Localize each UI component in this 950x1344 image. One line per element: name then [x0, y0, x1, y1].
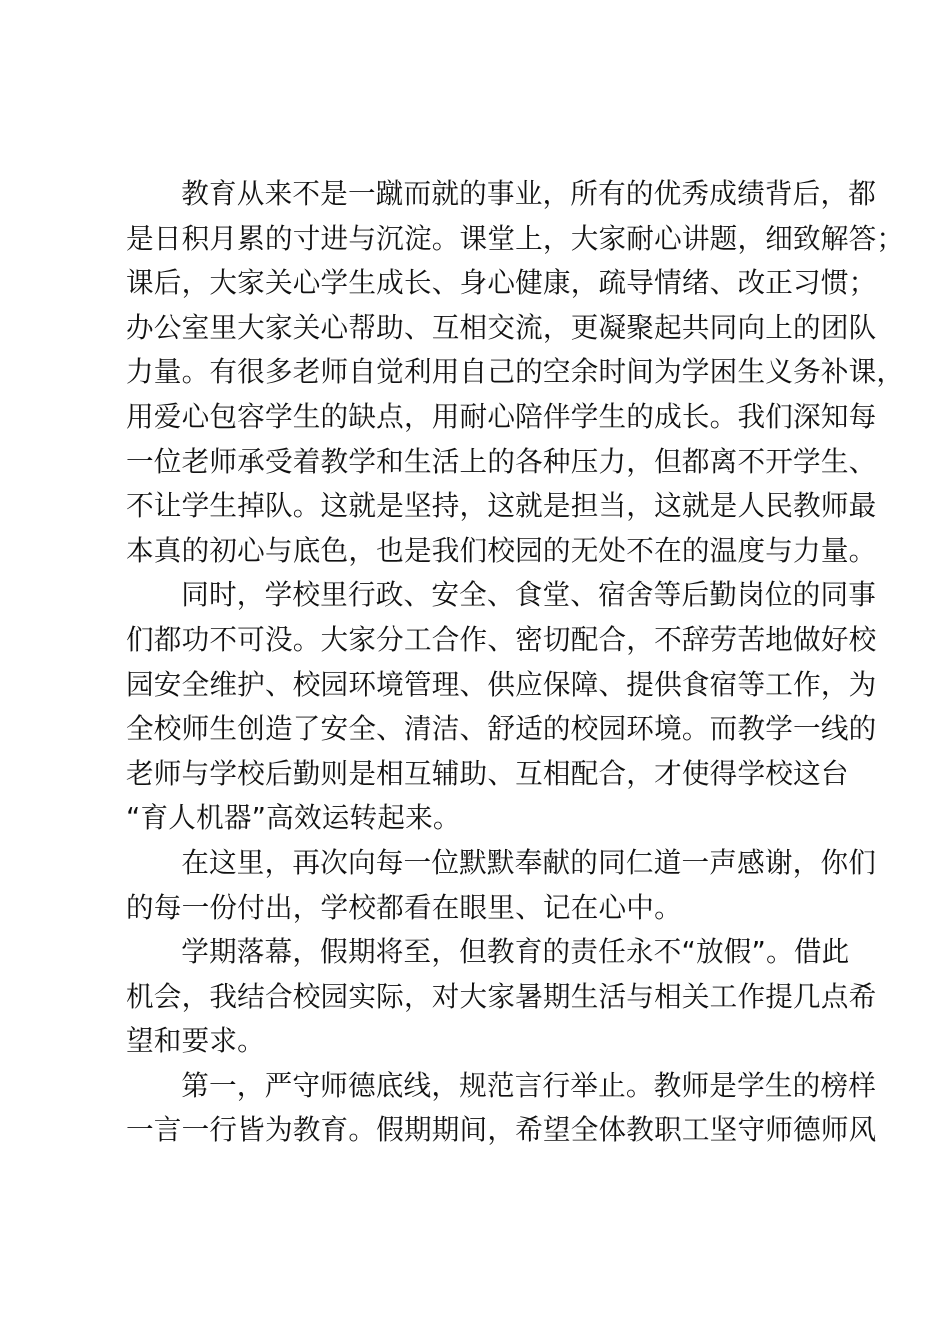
text-line: 老师与学校后勤则是相互辅助、互相配合，才使得学校这台 [126, 756, 849, 790]
text-line: 是日积月累的寸进与沉淀。课堂上，大家耐心讲题，细致解答； [126, 221, 905, 255]
text-line: 课后，大家关心学生成长、身心健康，疏导情绪、改正习惯； [126, 266, 877, 300]
text-line: 在这里，再次向每一位默默奉献的同仁道一声感谢，你们 [181, 845, 877, 879]
text-line: 学期落幕，假期将至，但教育的责任永不“放假”。借此 [181, 935, 850, 969]
text-line: 全校师生创造了安全、清洁、舒适的校园环境。而教学一线的 [126, 712, 877, 746]
text-line: 同时，学校里行政、安全、食堂、宿舍等后勤岗位的同事 [181, 578, 877, 612]
text-line: 用爱心包容学生的缺点，用耐心陪伴学生的成长。我们深知每 [126, 399, 877, 433]
paragraph-thanks [126, 841, 877, 930]
text-line: 的每一份付出，学校都看在眼里、记在心中。 [126, 890, 682, 924]
text-line: 一位老师承受着教学和生活上的各种压力，但都离不开学生、 [126, 444, 877, 478]
text-line: 望和要求。 [126, 1024, 265, 1058]
paragraph-first-point [126, 1064, 877, 1153]
document-body [126, 172, 905, 1153]
text-line: 教育从来不是一蹴而就的事业，所有的优秀成绩背后，都 [181, 177, 877, 210]
text-line: 们都功不可没。大家分工合作、密切配合，不辞劳苦地做好校 [126, 622, 877, 656]
text-line: 第一，严守师德底线，规范言行举止。教师是学生的榜样 [181, 1068, 877, 1102]
text-line: 机会，我结合校园实际，对大家暑期生活与相关工作提几点希 [126, 979, 877, 1013]
paragraph-support-staff [126, 573, 877, 841]
text-line: 一言一行皆为教育。假期期间，希望全体教职工坚守师德师风 [126, 1113, 877, 1147]
text-line: 力量。有很多老师自觉利用自己的空余时间为学困生义务补课， [126, 355, 905, 389]
text-line: 办公室里大家关心帮助、互相交流，更凝聚起共同向上的团队 [126, 310, 877, 344]
text-line: 园安全维护、校园环境管理、供应保障、提供食宿等工作，为 [126, 667, 877, 701]
text-line: “育人机器”高效运转起来。 [126, 801, 461, 835]
text-line: 不让学生掉队。这就是坚持，这就是担当，这就是人民教师最 [126, 489, 877, 523]
text-line: 本真的初心与底色，也是我们校园的无处不在的温度与力量。 [126, 533, 877, 567]
paragraph-teachers-dedication [126, 172, 905, 573]
paragraph-summer-requirements [126, 930, 877, 1064]
